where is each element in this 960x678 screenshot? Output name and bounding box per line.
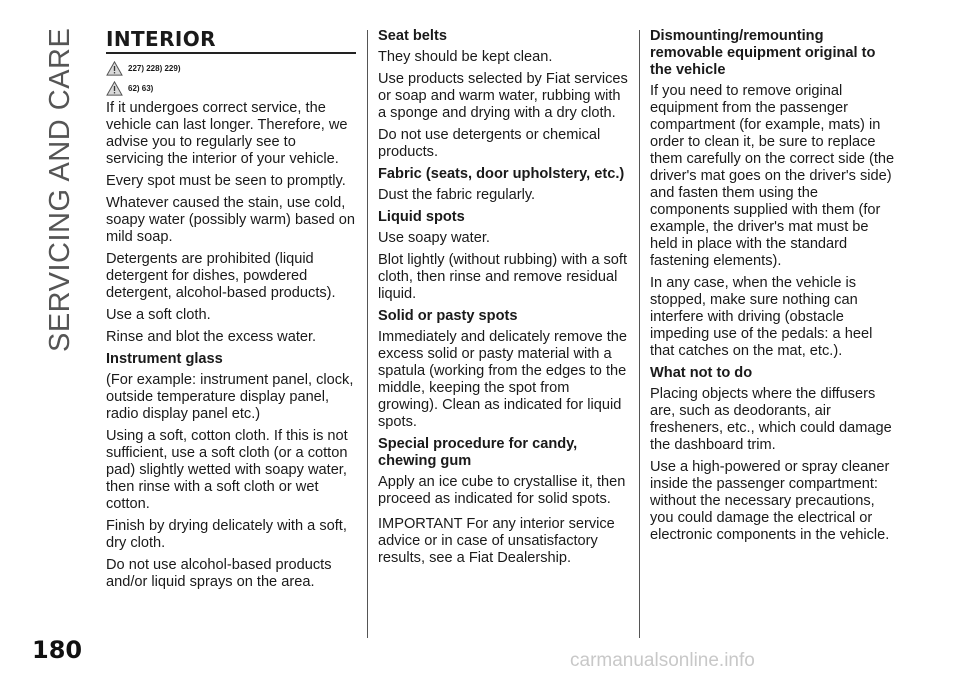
column-divider <box>639 30 640 638</box>
subheading: Solid or pasty spots <box>378 308 518 324</box>
chapter-side-title <box>34 22 94 352</box>
paragraph: They should be kept clean. <box>378 49 553 65</box>
paragraph: Do not use detergents or chemical products. <box>378 127 601 160</box>
paragraph: Whatever caused the stain, use cold, soapy water (possibly warm) based on mild soap. <box>106 195 356 245</box>
paragraph: Apply an ice cube to crystallise it, then proceed as indicated for solid spots. <box>378 474 626 507</box>
page-number: 180 <box>32 636 83 664</box>
paragraph: If it undergoes correct service, the vehicle can last longer. Therefore, we advise you to regularly see to servicing the interior of your vehicle. <box>106 100 348 167</box>
subheading: Instrument glass <box>106 351 223 367</box>
paragraph: Use soapy water. <box>378 230 490 246</box>
column-2 <box>378 28 628 572</box>
column-divider <box>367 30 368 638</box>
paragraph: Every spot must be seen to promptly. <box>106 173 346 189</box>
subheading: Liquid spots <box>378 209 465 225</box>
caution-refs: 62) 63) <box>128 83 154 93</box>
paragraph: Use a high-powered or spray cleaner inside the passenger compartment: without the necessary precautions, you could damage the electrical or electronic components in the vehicle. <box>650 459 890 543</box>
paragraph: If you need to remove original equipment from the passenger compartment (for example, mats) in order to clean it, be sure to replace them carefully on the correct side (the driver's mat goes on the driver's side) and fasten them using the components supplied with them (for example, the driver's mat must be held in place with the standard fastening elements). <box>650 83 895 269</box>
paragraph: Detergents are prohibited (liquid detergent for dishes, powdered detergent, alcohol-based products). <box>106 251 336 301</box>
warning-ref-row <box>106 60 356 76</box>
paragraph: Rinse and blot the excess water. <box>106 329 317 345</box>
warning-triangle-icon <box>106 81 123 96</box>
paragraph: In any case, when the vehicle is stopped, make sure nothing can interfere with driving (obstacle impeding use of the pedals: a heel that catches on the mat, etc.). <box>650 275 873 359</box>
important-note: IMPORTANT For any interior service advice or in case of unsatisfactory results, see a Fiat Dealership. <box>378 516 615 566</box>
watermark[interactable]: carmanualsonline.info <box>570 650 755 671</box>
paragraph: Finish by drying delicately with a soft, dry cloth. <box>106 518 347 551</box>
column-3 <box>650 28 900 549</box>
paragraph: Use a soft cloth. <box>106 307 211 323</box>
column-1 <box>106 28 356 596</box>
paragraph: Use products selected by Fiat services or soap and warm water, rubbing with a sponge and drying with a dry cloth. <box>378 71 628 121</box>
warning-refs: 227) 228) 229) <box>128 63 181 73</box>
paragraph: Do not use alcohol-based products and/or liquid sprays on the area. <box>106 557 332 590</box>
caution-ref-row <box>106 80 356 96</box>
chapter-side-title-text: SERVICING AND CARE <box>44 27 76 352</box>
paragraph: Immediately and delicately remove the excess solid or pasty material with a spatula (working from the edges to the middle, keeping the spot from growing). Clean as indicated for liquid spots. <box>378 329 628 430</box>
paragraph: Dust the fabric regularly. <box>378 187 536 203</box>
subheading: Seat belts <box>378 28 447 44</box>
paragraph: Placing objects where the diffusers are, such as deodorants, air fresheners, etc., which could damage the dashboard trim. <box>650 386 892 453</box>
subheading: What not to do <box>650 365 753 381</box>
subheading: Fabric (seats, door upholstery, etc.) <box>378 166 625 182</box>
paragraph: Blot lightly (without rubbing) with a soft cloth, then rinse and remove residual liquid. <box>378 252 628 302</box>
subheading: Special procedure for candy, chewing gum <box>378 436 578 469</box>
section-title: INTERIOR <box>106 28 356 54</box>
paragraph: Using a soft, cotton cloth. If this is not sufficient, use a soft cloth (or a cotton pad) slightly wetted with soapy water, then rinse with a soft cloth or wet cotton. <box>106 428 348 512</box>
paragraph: (For example: instrument panel, clock, outside temperature display panel, radio display panel etc.) <box>106 372 354 422</box>
warning-triangle-icon <box>106 61 123 76</box>
subheading: Dismounting/remounting removable equipment original to the vehicle <box>650 28 876 78</box>
